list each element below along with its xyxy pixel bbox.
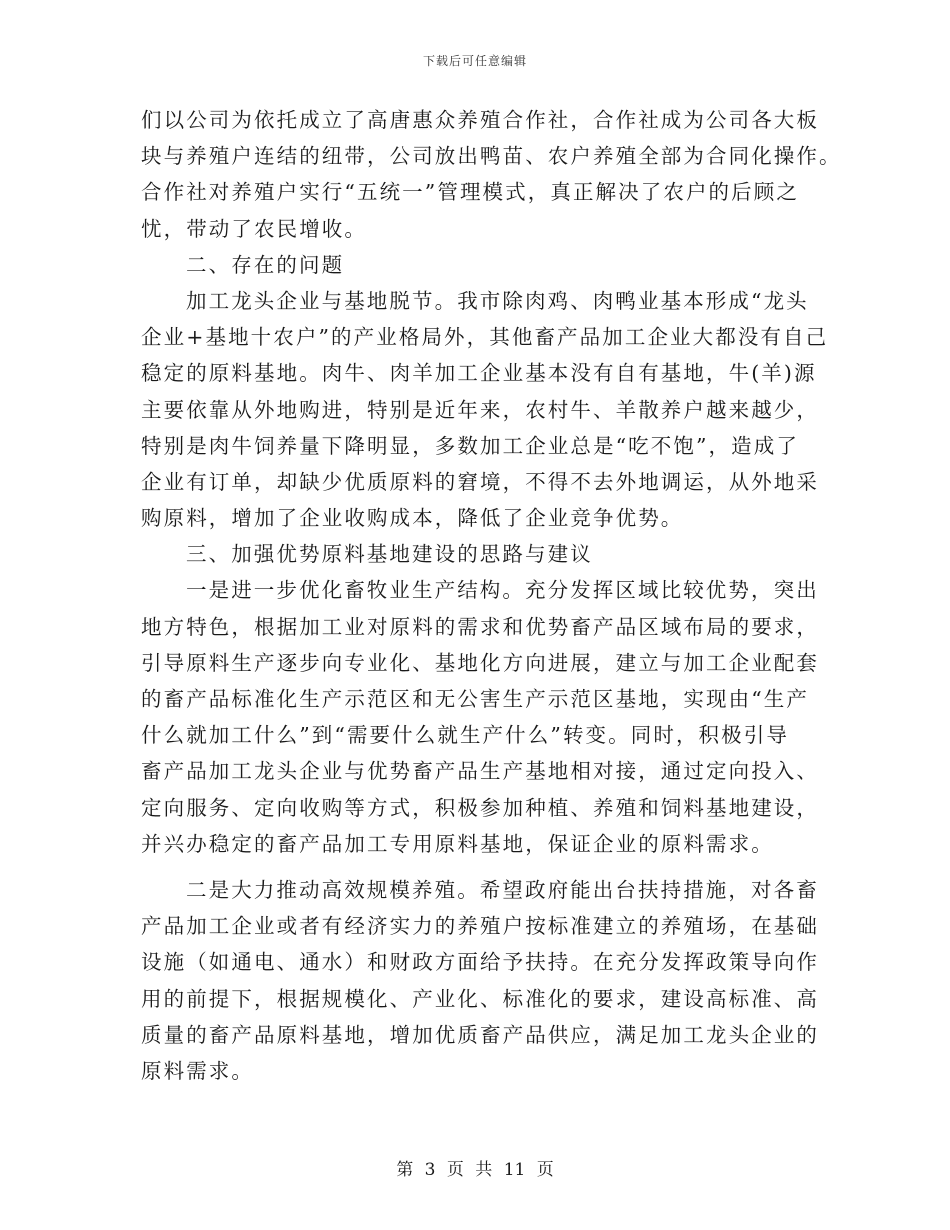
text-line: 主要依靠从外地购进，特别是近年来，农村牛、羊散养户越来越少，	[141, 397, 819, 422]
text-line: 并兴办稳定的畜产品加工专用原料基地，保证企业的原料需求。	[141, 831, 774, 856]
text-line: 购原料，增加了企业收购成本，降低了企业竞争优势。	[141, 506, 684, 531]
paragraph-gap	[141, 862, 809, 872]
text-line: 一是进一步优化畜牧业生产结构。充分发挥区域比较优势，突出	[186, 578, 819, 603]
text-line: 企业有订单，却缺少优质原料的窘境，不得不去外地调运，从外地采	[141, 469, 819, 494]
text-line: 用的前提下，根据规模化、产业化、标准化的要求，建设高标准、高	[141, 986, 819, 1011]
text-line: 二是大力推动高效规模养殖。希望政府能出台扶持措施，对各畜	[186, 877, 819, 902]
page-number: 第 3 页 共 11 页	[396, 1160, 554, 1180]
text-line: 块与养殖户连结的纽带，公司放出鸭苗、农户养殖全部为合同化操作。	[141, 144, 842, 169]
text-line: 地方特色，根据加工业对原料的需求和优势畜产品区域布局的要求，	[141, 614, 819, 639]
text-line: 加工龙头企业与基地脱节。我市除肉鸡、肉鸭业基本形成“龙头	[186, 288, 809, 313]
document-body	[141, 102, 842, 1089]
text-line: 什么就加工什么”到“需要什么就生产什么”转变。同时，积极引导	[141, 723, 789, 748]
text-line: 引导原料生产逐步向专业化、基地化方向进展，建立与加工企业配套	[141, 650, 819, 675]
text-line: 定向服务、定向收购等方式，积极参加种植、养殖和饲料基地建设，	[141, 795, 819, 820]
text-line: 合作社对养殖户实行“五统一”管理模式，真正解决了农户的后顾之	[141, 180, 799, 205]
text-line: 们以公司为依托成立了高唐惠众养殖合作社，合作社成为公司各大板	[141, 108, 819, 132]
text-line: 的畜产品标准化生产示范区和无公害生产示范区基地，实现由“生产	[141, 687, 809, 711]
text-line: 企业+基地十农户”的产业格局外，其他畜产品加工企业大都没有自己	[141, 325, 829, 350]
text-line: 原料需求。	[141, 1058, 254, 1083]
page-header: 下载后可任意编辑	[422, 54, 527, 68]
text-line: 忧，带动了农民增收。	[141, 216, 367, 241]
text-line: 稳定的原料基地。肉牛、肉羊加工企业基本没有自有基地，牛(羊)源	[141, 361, 817, 386]
text-line: 二、存在的问题	[186, 252, 345, 277]
text-line: 质量的畜产品原料基地，增加优质畜产品供应，满足加工龙头企业的	[141, 1022, 819, 1047]
text-line: 畜产品加工龙头企业与优势畜产品生产基地相对接，通过定向投入、	[141, 759, 819, 784]
text-line: 产品加工企业或者有经济实力的养殖户按标准建立的养殖场，在基础	[141, 914, 819, 939]
text-line: 设施（如通电、通水）和财政方面给予扶持。在充分发挥政策导向作	[141, 950, 819, 975]
text-line: 特别是肉牛饲养量下降明显，多数加工企业总是“吃不饱”，造成了	[141, 433, 799, 458]
text-line: 三、加强优势原料基地建设的思路与建议	[186, 542, 593, 567]
